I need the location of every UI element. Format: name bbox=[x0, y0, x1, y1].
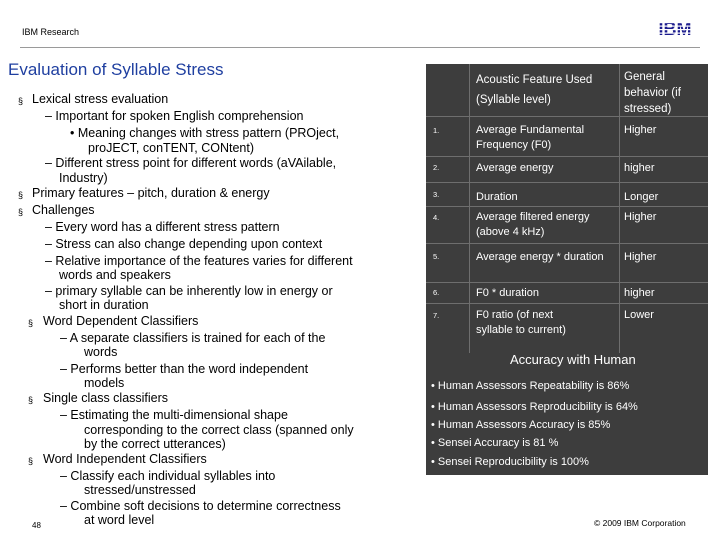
copyright: © 2009 IBM Corporation bbox=[594, 518, 686, 528]
bullet: – Performs better than the word independent bbox=[60, 362, 309, 376]
bullet: at word level bbox=[84, 513, 155, 527]
bullet: – primary syllable can be inherently low in energy or bbox=[45, 284, 333, 298]
table-cell-behavior: higher bbox=[624, 287, 655, 299]
table-row-number: 2. bbox=[433, 163, 440, 172]
header-divider bbox=[20, 47, 700, 48]
table-cell-feature: Average energy bbox=[476, 162, 554, 174]
bullet: by the correct utterances) bbox=[84, 437, 226, 451]
bullet: proJECT, conTENT, CONtent) bbox=[88, 141, 255, 155]
table-row-number: 5. bbox=[433, 252, 440, 261]
table-row-number: 7. bbox=[433, 311, 440, 320]
bullet: short in duration bbox=[59, 298, 149, 312]
accuracy-title: Accuracy with Human bbox=[510, 352, 636, 367]
bullet: – Important for spoken English comprehension bbox=[45, 109, 304, 123]
bullet: corresponding to the correct class (spanned only bbox=[84, 423, 354, 437]
slide-title: Evaluation of Syllable Stress bbox=[8, 60, 224, 79]
table-row-number: 3. bbox=[433, 190, 440, 199]
bullet: stressed/unstressed bbox=[84, 483, 196, 497]
table-header-behavior: General behavior (if stressed) bbox=[624, 71, 681, 115]
table-header-feature: Acoustic Feature Used (Syllable level) bbox=[476, 74, 593, 106]
table-cell-feature: Average Fundamental Frequency (F0) bbox=[476, 124, 585, 151]
header-label: IBM Research bbox=[22, 27, 80, 37]
table-cell-behavior: Higher bbox=[624, 251, 657, 263]
accuracy-item: • Sensei Accuracy is 81 % bbox=[431, 437, 559, 449]
accuracy-item: • Sensei Reproducibility is 100% bbox=[431, 456, 589, 468]
bullet: – Combine soft decisions to determine correctness bbox=[60, 499, 341, 513]
table-cell-feature: Average energy * duration bbox=[476, 251, 604, 263]
ibm-logo bbox=[650, 18, 700, 40]
bullet: Industry) bbox=[59, 171, 108, 185]
table-cell-feature: F0 ratio (of next syllable to current) bbox=[476, 309, 566, 336]
table-row-number: 1. bbox=[433, 126, 440, 135]
bullet: Challenges bbox=[32, 203, 95, 217]
page-number: 48 bbox=[32, 521, 41, 530]
bullet: models bbox=[84, 376, 125, 390]
table-cell-behavior: Higher bbox=[624, 124, 657, 136]
bullet: – A separate classifiers is trained for each of the bbox=[60, 331, 326, 345]
bullet: Primary features – pitch, duration & energy bbox=[32, 186, 270, 200]
bullet: – Relative importance of the features varies for different bbox=[45, 254, 353, 268]
table-cell-behavior: Longer bbox=[624, 191, 659, 203]
bullet: Lexical stress evaluation bbox=[32, 92, 169, 106]
bullet: • Meaning changes with stress pattern (PROject, bbox=[70, 126, 340, 140]
accuracy-item: • Human Assessors Accuracy is 85% bbox=[431, 419, 611, 431]
table-cell-feature: Duration bbox=[476, 191, 518, 203]
bullet: – Every word has a different stress pattern bbox=[45, 220, 280, 234]
table-cell-behavior: Lower bbox=[624, 309, 654, 321]
table-cell-feature: Average filtered energy (above 4 kHz) bbox=[476, 211, 590, 238]
accuracy-item: • Human Assessors Repeatability is 86% bbox=[431, 380, 630, 392]
bullet: Word Independent Classifiers bbox=[43, 452, 207, 466]
bullet: words and speakers bbox=[59, 268, 171, 282]
bullet: – Classify each individual syllables into bbox=[60, 469, 276, 483]
bullet: Word Dependent Classifiers bbox=[43, 314, 199, 328]
bullet: – Estimating the multi-dimensional shape bbox=[60, 408, 288, 422]
table-cell-feature: F0 * duration bbox=[476, 287, 539, 299]
accuracy-box bbox=[426, 353, 708, 475]
table-cell-behavior: Higher bbox=[624, 211, 657, 223]
bullet: – Stress can also change depending upon context bbox=[45, 237, 323, 251]
bullet: words bbox=[84, 345, 118, 359]
table-row-number: 4. bbox=[433, 213, 440, 222]
bullet: Single class classifiers bbox=[43, 391, 169, 405]
table-cell-behavior: higher bbox=[624, 162, 655, 174]
table-row-number: 6. bbox=[433, 288, 440, 297]
bullet: – Different stress point for different words (aVAilable, bbox=[45, 156, 337, 170]
accuracy-item: • Human Assessors Reproducibility is 64% bbox=[431, 401, 638, 413]
